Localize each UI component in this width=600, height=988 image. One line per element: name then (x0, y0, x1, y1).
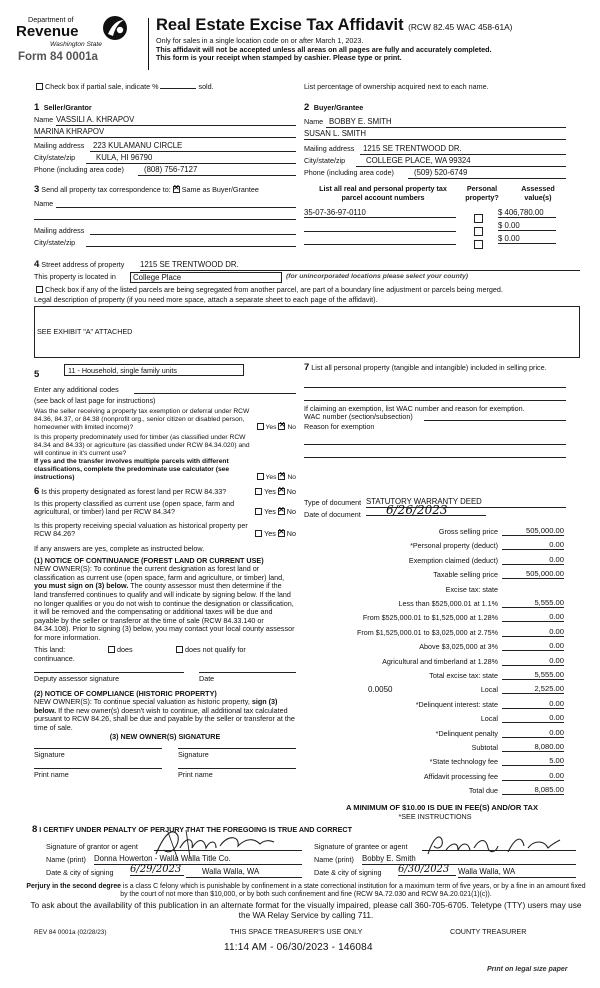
revenue-swoosh-icon (102, 14, 128, 42)
no-label: No (287, 473, 296, 481)
rcw-reference: (RCW 82.45 WAC 458-61A) (408, 22, 513, 32)
reason-field-1[interactable] (304, 432, 566, 445)
tax-row-value[interactable]: 505,000.00 (502, 569, 564, 579)
tax-row-value[interactable]: 8,085.00 (502, 785, 564, 795)
section-5-number: 5 (34, 369, 40, 380)
perjury-notice (24, 883, 588, 899)
buyer-city-label: City/state/zip (304, 156, 346, 165)
col-assessed: Assessed value(s) (521, 184, 555, 202)
tax-row-value[interactable]: 0.00 (502, 713, 564, 723)
see-instructions: *SEE INSTRUCTIONS (398, 812, 472, 821)
segregated-checkbox[interactable] (36, 286, 43, 293)
tax-row-label: *State technology fee (429, 757, 498, 767)
buyer-city[interactable]: COLLEGE PLACE, WA 99324 (356, 157, 566, 167)
header-sub-3: This form is your receipt when stamped by cashier. Please type or print. (156, 53, 402, 63)
rev-number: REV 84 0001a (02/28/23) (34, 929, 107, 936)
doc-type-label: Type of document (304, 498, 362, 507)
no-checkbox[interactable] (278, 530, 285, 537)
deputy-signature-field[interactable] (34, 672, 184, 673)
legal-description-box[interactable] (34, 306, 580, 358)
yes-label: Yes (265, 473, 277, 481)
deputy-date-field[interactable] (199, 672, 296, 673)
revenue-logo (16, 14, 134, 76)
yes-checkbox[interactable] (257, 473, 264, 480)
print-name-label: Print name (178, 770, 213, 780)
tax-row-value[interactable]: 0.00 (502, 540, 564, 550)
tax-row-value[interactable]: 0.00 (502, 612, 564, 622)
historic-yes-no (253, 530, 296, 539)
tax-row-label: Above $3,025,000 at 3% (419, 642, 498, 652)
corr-mail-label: Mailing address (34, 225, 85, 235)
segregated-label: Check box if any of the listed parcels are being segregated from another parcel, are part of a boundary line adjustment or parcels being merged. (45, 285, 503, 294)
tax-row-value[interactable]: 5,555.00 (502, 598, 564, 608)
tax-row-label: Local (480, 714, 498, 724)
deputy-signature-label: Deputy assessor signature (34, 673, 120, 683)
this-land-label: This land: (34, 644, 66, 654)
tax-row-label: Local (480, 685, 498, 695)
signature-label: Signature (178, 750, 209, 760)
notice-compliance-text (34, 698, 296, 732)
tax-row-value[interactable]: 0.00 (502, 656, 564, 666)
section-6 (34, 488, 296, 782)
partial-sale-percent-field[interactable] (160, 88, 196, 89)
seller-city[interactable]: KULA, HI 96790 (86, 154, 296, 164)
cashier-stamp: 11:14 AM - 06/30/2023 - 146084 (224, 942, 373, 953)
reason-field-2[interactable] (304, 445, 566, 458)
grantee-city[interactable]: Walla Walla, WA (458, 868, 576, 878)
corr-name-label: Name (34, 198, 54, 208)
tax-row-value[interactable]: 2,525.00 (502, 684, 564, 694)
corr-city-label: City/state/zip (34, 237, 76, 247)
no-checkbox[interactable] (278, 473, 285, 480)
seller-phone-label: Phone (including area code) (34, 165, 124, 174)
additional-codes-label: Enter any additional codes (34, 385, 119, 394)
street-address-label: Street address of property (41, 260, 125, 269)
minimum-due: A MINIMUM OF $10.00 IS DUE IN FEE(S) AND/OR TAX (345, 803, 539, 812)
page-title: Real Estate Excise Tax Affidavit (156, 16, 404, 34)
print-name-label: Print name (34, 770, 69, 780)
grantor-signature-label: Signature of grantor or agent (46, 842, 138, 851)
seller-heading: Seller/Grantor (43, 103, 92, 112)
doc-date-row (304, 503, 566, 525)
perjury-bold: Perjury in the second degree (26, 883, 121, 890)
local-rate: 0.0050 (368, 685, 393, 695)
tax-row-value[interactable]: 505,000.00 (502, 526, 564, 536)
grantor-date-label: Date & city of signing (46, 868, 114, 877)
notice-continuance-title: (1) NOTICE OF CONTINUANCE (FOREST LAND OR CURRENT USE) (34, 555, 264, 565)
buyer-heading-number: 2 (304, 102, 310, 113)
col-accounts: List all real and personal property tax parcel account numbers (319, 184, 447, 202)
no-checkbox[interactable] (278, 488, 285, 495)
grantee-date-label: Date & city of signing (314, 868, 382, 877)
yes-label: Yes (264, 487, 276, 496)
col-personal: Personal property? (465, 184, 499, 202)
perjury-text: is a class C felony which is punishable by confinement in a state correctional institution for a maximum term of five years, or by a fine in an amount fixed by the court of not more than $10,000, or by both such confinement and fine (RCW 9A.72.030 and RCW 9A.20.021(1)(c)). (120, 883, 586, 898)
parcel-account[interactable]: 35-07-36-97-0110 (304, 208, 456, 218)
current-use-question: Is this property classified as current use (open space, farm and agricultural, or timber) land per RCW 84.34? (34, 498, 235, 517)
located-label: This property is located in (34, 272, 116, 281)
parcel-row (304, 221, 566, 233)
forest-yes-no (253, 488, 296, 497)
tax-row-value[interactable]: 0.00 (502, 728, 564, 738)
location-select[interactable]: College Place (130, 272, 282, 283)
tax-row-value[interactable]: 0.00 (502, 641, 564, 651)
grantee-signature-label: Signature of grantee or agent (314, 842, 408, 851)
header-title-block (156, 16, 596, 63)
seller-mail-label: Mailing address (34, 141, 85, 150)
seller-name-label: Name (34, 115, 54, 124)
wac-field[interactable] (424, 420, 566, 421)
alternate-format-notice: To ask about the availability of this publication in an alternate format for the visually impaired, please call 360-705-6705. Teletype (TTY) users may use the WA Relay Service by calling 711. (30, 900, 582, 920)
grantor-date-row (46, 864, 302, 881)
tax-row-value[interactable]: 5.00 (502, 756, 564, 766)
seller-section (34, 97, 296, 178)
if-yes-note: If any answers are yes, complete as instructed below. (34, 543, 205, 553)
buyer-heading: Buyer/Grantee (313, 103, 364, 112)
tax-row-value[interactable]: 8,080.00 (502, 742, 564, 752)
seller-name-1[interactable]: VASSILI A. KHRAPOV (56, 116, 296, 126)
parcel-account[interactable] (304, 221, 456, 232)
yes-label: Yes (264, 507, 276, 517)
tax-row-label: Agricultural and timberland at 1.28% (382, 656, 498, 666)
buyer-phone-label: Phone (including area code) (304, 168, 394, 177)
n2-text-b: sign (3) below. (34, 697, 278, 715)
notice-continuance-text (34, 565, 296, 642)
parcel-row (304, 208, 566, 220)
grantee-name-label: Name (print) (314, 855, 354, 864)
buyer-mail-label: Mailing address (304, 144, 355, 153)
tax-calculation (304, 524, 566, 814)
correspondence-section (34, 186, 296, 251)
timber-question-note: If yes and the transfer involves multiple parcels with different classifications, complete the predominate use calculator (see instructions) (34, 457, 230, 481)
partial-sale-checkbox[interactable] (36, 83, 43, 90)
dept-line-2: Revenue (16, 23, 79, 40)
corr-name-field-2[interactable] (34, 219, 296, 220)
land-use-code-select[interactable]: 11 - Household, single family units (64, 364, 244, 376)
grantor-date[interactable]: 6/29/2023 (130, 866, 184, 876)
tax-row-label: From $525,000.01 to $1,525,000 at 1.28% (362, 613, 498, 623)
tax-row-value[interactable]: 5,555.00 (502, 670, 564, 680)
section-6-number: 6 (34, 486, 40, 497)
timber-question: Is this property predominately used for timber (as classified under RCW 84.34 and 84.33) or agriculture (as classified under RCW 84.34.020) and will continue in it's current use? (34, 433, 250, 457)
grantee-date[interactable]: 6/30/2023 (398, 866, 456, 876)
street-address[interactable]: 1215 SE TRENTWOOD DR. (140, 261, 580, 271)
tax-row-label: Excise tax: state (445, 584, 498, 594)
forest-question: Is this property designated as forest land per RCW 84.33? (41, 487, 227, 496)
seller-phone[interactable]: (808) 756-7127 (138, 166, 296, 176)
tax-row-label: Less than $525,000.01 at 1.1% (398, 599, 498, 608)
grantee-date-row (314, 864, 576, 881)
yes-checkbox[interactable] (255, 508, 262, 515)
correspondence-label: Send all property tax correspondence to: (41, 185, 171, 194)
personal-property-checkbox[interactable] (474, 240, 483, 249)
grantor-name[interactable]: Donna Howerton - Walla Walla Title Co. (94, 855, 302, 865)
personal-property-field-1[interactable] (304, 375, 566, 388)
n1-text-b: you must sign on (3) below. (34, 581, 129, 591)
form-number: Form 84 0001a (18, 51, 98, 63)
header-sub-2: This affidavit will not be accepted unless all areas on all pages are fully and accurately completed. (156, 44, 492, 54)
print-legal-note: Print on legal size paper (487, 966, 568, 973)
yes-label: Yes (265, 423, 277, 431)
tax-row-value[interactable]: 0.00 (502, 699, 564, 709)
buyer-name-1[interactable]: BOBBY E. SMITH (326, 118, 566, 128)
notice-compliance-title: (2) NOTICE OF COMPLIANCE (HISTORIC PROPERTY) (34, 688, 217, 698)
tax-row-label: *Delinquent interest: state (415, 699, 498, 709)
buyer-mail[interactable]: 1215 SE TRENTWOOD DR. (360, 145, 566, 155)
n2-text-c: If the new owner(s) doesn't wish to continue, all additional tax calculated pursuant to RCW 84.26, shall be due and payable by the seller or transferor at the time of sale. (34, 705, 295, 732)
yes-label: Yes (264, 529, 276, 539)
section-5 (34, 364, 296, 482)
no-label: No (286, 529, 296, 539)
no-checkbox[interactable] (278, 423, 285, 430)
tax-row-label: *Personal property (deduct) (410, 541, 498, 551)
owner-signature-field-1[interactable] (34, 748, 162, 749)
partial-sale-sold: sold. (198, 82, 214, 91)
header-sub-1: Only for sales in a single location code on or after March 1, 2023. (156, 36, 364, 45)
historic-question: Is this property receiving special valuation as historical property per RCW 84.26? (34, 520, 248, 539)
corr-name-field[interactable] (56, 207, 296, 208)
timber-yes-no (255, 473, 296, 482)
county-treasurer: COUNTY TREASURER (450, 927, 527, 936)
same-as-buyer-checkbox[interactable] (173, 186, 180, 193)
doc-type[interactable]: STATUTORY WARRANTY DEED (366, 498, 566, 508)
tax-row-label: *Delinquent penalty (435, 728, 498, 738)
buyer-phone[interactable]: (509) 520-6749 (408, 169, 566, 179)
tax-row-label: Subtotal (471, 743, 498, 752)
owner-signature-field-2[interactable] (178, 748, 296, 749)
exemption-label: If claiming an exemption, list WAC number and reason for exemption. (304, 403, 525, 413)
current-use-yes-no (253, 508, 296, 517)
no-label: No (286, 487, 296, 496)
ownership-note: List percentage of ownership acquired next to each name. (304, 82, 489, 91)
yes-checkbox[interactable] (257, 423, 264, 430)
legal-description: SEE EXHIBIT "A" ATTACHED (37, 327, 133, 337)
yes-checkbox[interactable] (255, 488, 262, 495)
deputy-date-label: Date (199, 673, 215, 683)
treasurer-use: THIS SPACE TREASURER'S USE ONLY (230, 927, 363, 936)
n1-text-c: The county assessor must then determine if the land transferred continues to qualify and will indicate by signing below. If the land no longer qualifies or you do not wish to continue the designation or classification, it will be removed and the compensating or additional taxes will be due and payable by the seller or transferor at the time of sale (RCW 84.33.140 or 84.34.108). Prior to signing (3) below, you may contact your local county assessor for more information. (34, 581, 295, 642)
tax-row-value[interactable]: 0.00 (502, 627, 564, 637)
no-checkbox[interactable] (278, 508, 285, 515)
owner-print-field-2[interactable] (178, 768, 296, 769)
tax-row-label: Total excise tax: state (429, 671, 498, 680)
grantor-city[interactable]: Walla Walla, WA (186, 868, 302, 878)
grantee-name[interactable]: Bobby E. Smith (362, 855, 576, 865)
seller-city-label: City/state/zip (34, 153, 76, 162)
tax-row-label: Total due (468, 786, 498, 796)
n1-text-a: NEW OWNER(S): To continue the current designation as forest land or classification as current use (open space, farm and agriculture, or timber) land, (34, 564, 285, 582)
corr-mail-field[interactable] (90, 234, 296, 235)
tax-row-label: From $1,525,000.01 to $3,025,000 at 2.75% (356, 627, 498, 637)
seller-name-2[interactable]: MARINA KHRAPOV (34, 128, 296, 138)
section-3-number: 3 (34, 184, 40, 195)
parcel-account[interactable] (304, 234, 456, 245)
seller-mail[interactable]: 223 KULAMANU CIRCLE (90, 142, 296, 152)
new-owner-signature-title: (3) NEW OWNER(S) SIGNATURE (109, 732, 221, 742)
section-7 (304, 364, 566, 458)
tax-row-label: Exemption claimed (deduct) (408, 555, 498, 565)
exemption-question: Was the seller receiving a property tax exemption or deferral under RCW 84.36, 84.37, or 84.38 (nonprofit org., senior citizen or disabled person, homeowner with limited income)? (34, 407, 250, 431)
partial-sale-label: Check box if partial sale, indicate % (45, 82, 159, 91)
tax-row-value[interactable]: 0.00 (502, 771, 564, 781)
tax-row-value[interactable]: 0.00 (502, 555, 564, 565)
tax-row-label: Taxable selling price (433, 570, 498, 580)
parcel-value[interactable]: $ 0.00 (498, 234, 556, 244)
unincorporated-note: (for unincorporated locations please select your county) (286, 273, 469, 280)
exemption-yes-no (255, 423, 296, 432)
parcel-value[interactable]: $ 406,780.00 (498, 208, 556, 218)
does-not-label: does not qualify for (185, 644, 246, 654)
owner-print-field-1[interactable] (34, 768, 162, 769)
corr-city-field[interactable] (86, 246, 296, 247)
buyer-name-label: Name (304, 117, 324, 126)
section-7-number: 7 (304, 362, 310, 373)
additional-codes-field[interactable] (134, 393, 296, 394)
partial-sale-row (34, 83, 214, 92)
personal-property-field-2[interactable] (304, 388, 566, 401)
certify-statement: I CERTIFY UNDER PENALTY OF PERJURY THAT THE FOREGOING IS TRUE AND CORRECT (39, 825, 352, 834)
continuance-label: continuance. (34, 653, 75, 663)
section-8-number: 8 (32, 824, 38, 835)
legal-description-label: Legal description of property (if you need more space, attach a separate sheet to each page of the affidavit). (34, 294, 378, 304)
doc-date[interactable]: 6/26/2023 (366, 506, 486, 516)
header-divider (148, 18, 149, 70)
parcel-row (304, 234, 566, 246)
see-back-note: (see back of last page for instructions) (34, 396, 156, 405)
personal-property-label: List all personal property (tangible and intangible) included in selling price. (311, 363, 547, 372)
does-label: does (117, 644, 133, 654)
grantor-name-label: Name (print) (46, 855, 86, 864)
same-as-buyer-label: Same as Buyer/Grantee (181, 185, 259, 194)
seller-heading-number: 1 (34, 102, 40, 113)
parcel-value[interactable]: $ 0.00 (498, 221, 556, 231)
buyer-section (304, 97, 566, 181)
tax-row-label: Affidavit processing fee (423, 771, 498, 781)
property-section (34, 261, 580, 358)
n2-text-a: NEW OWNER(S): To continue special valuation as historic property, (34, 697, 252, 707)
does-not-checkbox[interactable] (176, 646, 183, 653)
dept-line-3: Washington State (50, 41, 102, 48)
section-4-number: 4 (34, 259, 40, 270)
buyer-name-2[interactable]: SUSAN L. SMITH (304, 130, 566, 140)
yes-checkbox[interactable] (255, 530, 262, 537)
no-label: No (287, 423, 296, 431)
wac-label: WAC number (section/subsection) (304, 412, 413, 422)
dept-line-1: Department of (28, 15, 74, 24)
reason-label: Reason for exemption (304, 422, 375, 432)
doc-date-label: Date of document (304, 510, 361, 519)
signature-label: Signature (34, 750, 65, 760)
no-label: No (286, 507, 296, 517)
tax-row-label: Gross selling price (438, 527, 498, 536)
does-checkbox[interactable] (108, 646, 115, 653)
